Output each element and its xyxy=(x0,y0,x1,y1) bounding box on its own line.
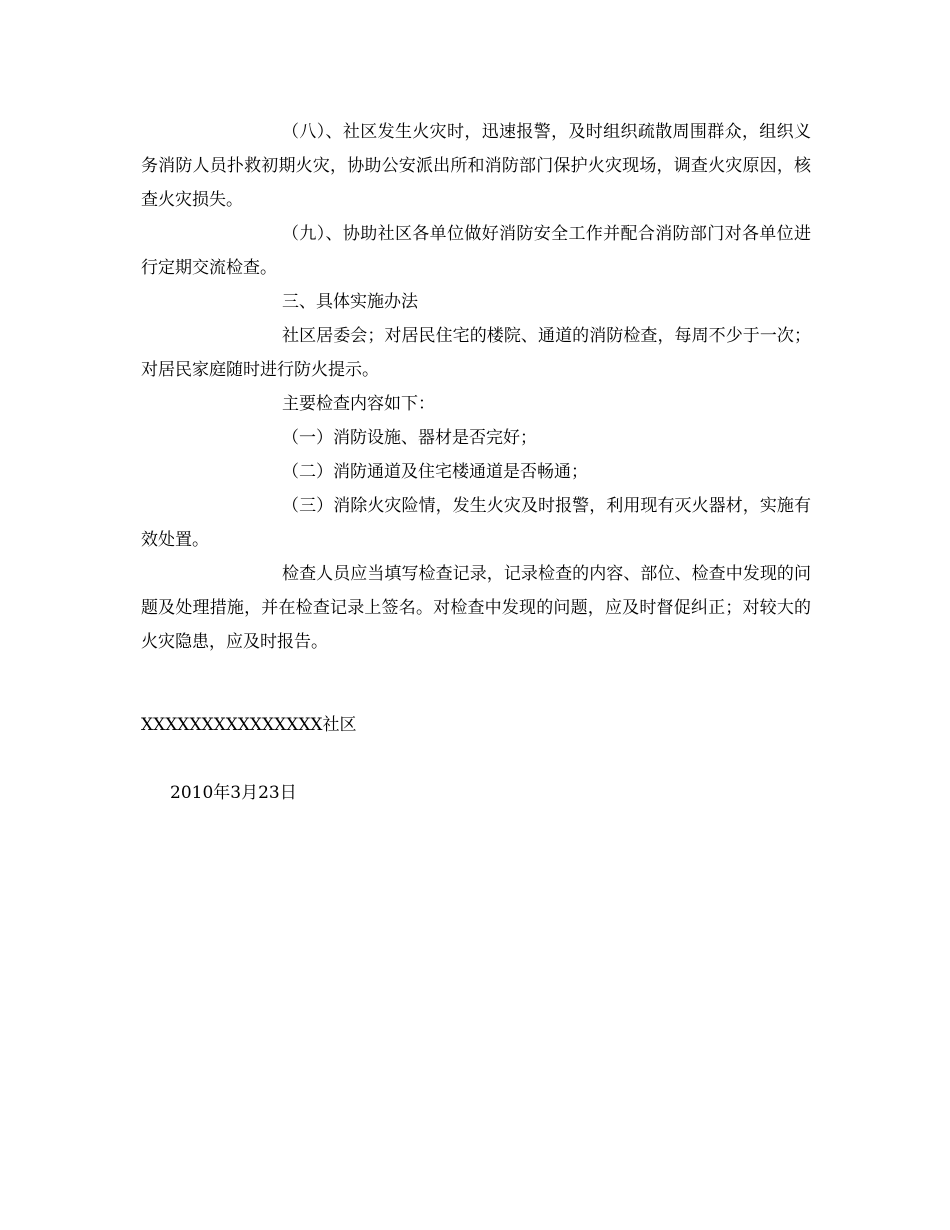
signature-date: 2010年3月23日 xyxy=(170,783,297,803)
paragraph-inspection-contents-intro: 主要检查内容如下： xyxy=(282,394,435,414)
section-heading-implementation: 三、具体实施办法 xyxy=(282,292,418,312)
paragraph-assist-units: （九）、协助社区各单位做好消防安全工作并配合消防部门对各单位进行定期交流检查。 xyxy=(141,224,811,278)
list-item-passages: （二）消防通道及住宅楼通道是否畅通； xyxy=(282,462,588,482)
paragraph-fire-response: （八）、社区发生火灾时，迅速报警，及时组织疏散周围群众，组织义务消防人员扑救初期火灾，协助公安派出所和消防部门保护火灾现场，调查火灾原因，核查火灾损失。 xyxy=(141,122,811,210)
document-body xyxy=(141,115,811,659)
paragraph-inspection-records: 检查人员应当填写检查记录，记录检查的内容、部位、检查中发现的问题及处理措施，并在检查记录上签名。对检查中发现的问题，应及时督促纠正；对较大的火灾隐患，应及时报告。 xyxy=(141,564,811,652)
list-item-hazards: （三）消除火灾险情，发生火灾及时报警，利用现有灭火器材，实施有效处置。 xyxy=(141,496,811,550)
signature-community: XXXXXXXXXXXXXXX社区 xyxy=(141,715,357,735)
paragraph-committee-inspection: 社区居委会；对居民住宅的楼院、通道的消防检查，每周不少于一次；对居民家庭随时进行防火提示。 xyxy=(141,326,811,380)
list-item-facilities: （一）消防设施、器材是否完好； xyxy=(282,428,537,448)
